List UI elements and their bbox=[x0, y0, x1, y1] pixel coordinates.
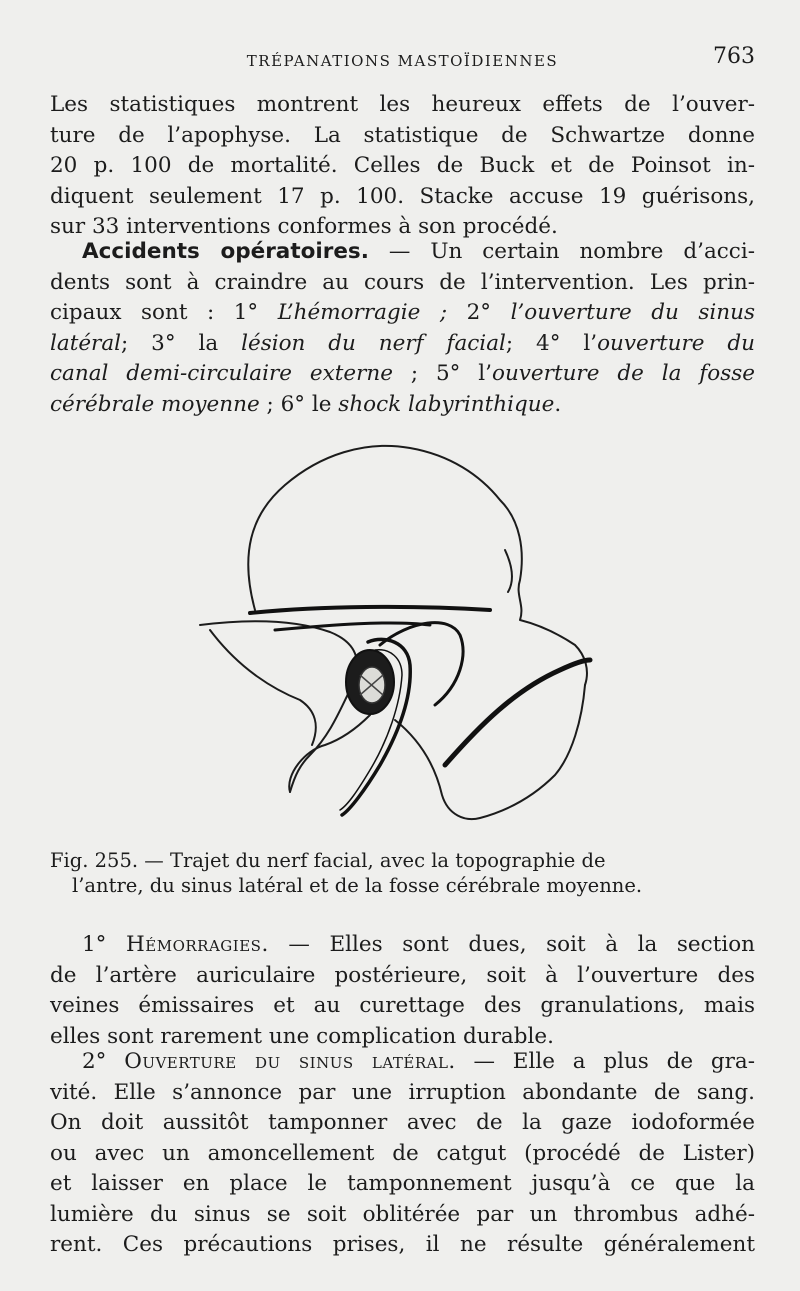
text-span: cipaux sont : 1° bbox=[50, 300, 278, 325]
antrum bbox=[346, 650, 394, 714]
italic-span: L’hémorragie ; bbox=[277, 300, 448, 325]
italic-span: shock labyrinthique bbox=[338, 391, 555, 417]
paragraph-accidents bbox=[50, 237, 755, 420]
text-line: Les statistiques montrent les heureux effets de l’ouver- bbox=[50, 92, 755, 117]
page-header bbox=[50, 42, 755, 78]
italic-span: lésion du nerf facial bbox=[241, 330, 506, 356]
text-line: rent. Ces précautions prises, il ne résulte généralement bbox=[50, 1232, 755, 1257]
text-span: 1° bbox=[82, 932, 127, 957]
text-line bbox=[50, 359, 755, 390]
text-span: 2° bbox=[447, 300, 511, 325]
text-line bbox=[50, 298, 755, 329]
section-heading-accidents: Accidents opératoires. bbox=[82, 239, 369, 264]
text-line: dents sont à craindre au cours de l’intervention. Les prin- bbox=[50, 269, 755, 295]
text-line: veines émissaires et au curettage des granulations, mais bbox=[50, 993, 755, 1018]
text-span: ; 4° l’ bbox=[505, 330, 598, 356]
italic-span: ouverture de la fosse bbox=[492, 361, 755, 386]
text-line: de l’artère auriculaire postérieure, soit à l’ouverture des bbox=[50, 962, 755, 988]
text-span: ; 6° le bbox=[259, 391, 339, 417]
caption-line: l’antre, du sinus latéral et de la fosse cérébrale moyenne. bbox=[72, 874, 643, 897]
text-line: vité. Elle s’annonce par une irruption abondante de sang. bbox=[50, 1079, 755, 1105]
inner-dent bbox=[505, 550, 512, 592]
italic-span: latéral bbox=[50, 330, 122, 356]
text-line bbox=[50, 237, 755, 268]
caption-line bbox=[50, 848, 755, 873]
paragraph-sinus-opening bbox=[50, 1047, 755, 1261]
italic-span: canal demi-circulaire externe bbox=[50, 361, 393, 386]
page-number: 763 bbox=[713, 44, 755, 69]
text-line: ture de l’apophyse. La statistique de Schwartze donne bbox=[50, 122, 755, 148]
meatus-curve bbox=[210, 630, 316, 745]
text-line: ou avec un amoncellement de catgut (procédé de Lister) bbox=[50, 1140, 755, 1166]
caption-label: Fig. 255. bbox=[50, 849, 139, 872]
caption-text: — Trajet du nerf facial, avec la topographie de bbox=[138, 849, 606, 872]
running-title: TRÉPANATIONS MASTOÏDIENNES bbox=[246, 52, 559, 70]
paragraph-hemorrhages bbox=[50, 930, 755, 1052]
italic-span: l’ouverture du sinus bbox=[510, 300, 755, 325]
text-line: elles sont rarement une complication durable. bbox=[50, 1023, 554, 1049]
text-line: diquent seulement 17 p. 100. Stacke accuse 19 guérisons, bbox=[50, 183, 755, 209]
text-line: sur 33 interventions conformes à son procédé. bbox=[50, 214, 558, 239]
paragraph-statistics bbox=[50, 90, 755, 243]
text-line: On doit aussitôt tamponner avec de la gaze iodoformée bbox=[50, 1110, 755, 1135]
lateral-sinus bbox=[445, 660, 590, 765]
figure-caption bbox=[50, 848, 755, 898]
text-line bbox=[50, 390, 755, 421]
italic-span: cérébrale moyenne bbox=[50, 391, 260, 417]
section-heading-hemorrhages: Hémorragies. bbox=[126, 932, 269, 957]
skull-outline bbox=[248, 446, 587, 685]
text-span: . bbox=[554, 391, 562, 417]
text-line bbox=[50, 329, 755, 360]
text-span: — Elle a plus de gra- bbox=[455, 1049, 755, 1074]
text-line bbox=[50, 930, 755, 961]
text-span: ; 5° l’ bbox=[392, 361, 492, 386]
text-line bbox=[50, 1047, 755, 1078]
text-span: ; 3° la bbox=[121, 330, 242, 356]
text-line: 20 p. 100 de mortalité. Celles de Buck et de Poinsot in- bbox=[50, 153, 755, 178]
italic-span: ouverture du bbox=[597, 330, 756, 356]
mastoid-outline bbox=[395, 685, 585, 819]
text-span: 2° bbox=[82, 1049, 125, 1074]
text-line: lumière du sinus se soit oblitérée par un thrombus adhé- bbox=[50, 1201, 755, 1227]
section-heading-sinus: Ouverture du sinus latéral. bbox=[124, 1049, 456, 1074]
figure-facial-nerve-diagram bbox=[180, 420, 620, 830]
text-line: et laisser en place le tamponnement jusqu’à ce que la bbox=[50, 1171, 755, 1196]
fossa-line bbox=[250, 607, 490, 613]
auditory-canal bbox=[289, 715, 370, 792]
text-span: — Un certain nombre d’acci- bbox=[368, 239, 755, 264]
text-span: — Elles sont dues, soit à la section bbox=[268, 932, 756, 957]
